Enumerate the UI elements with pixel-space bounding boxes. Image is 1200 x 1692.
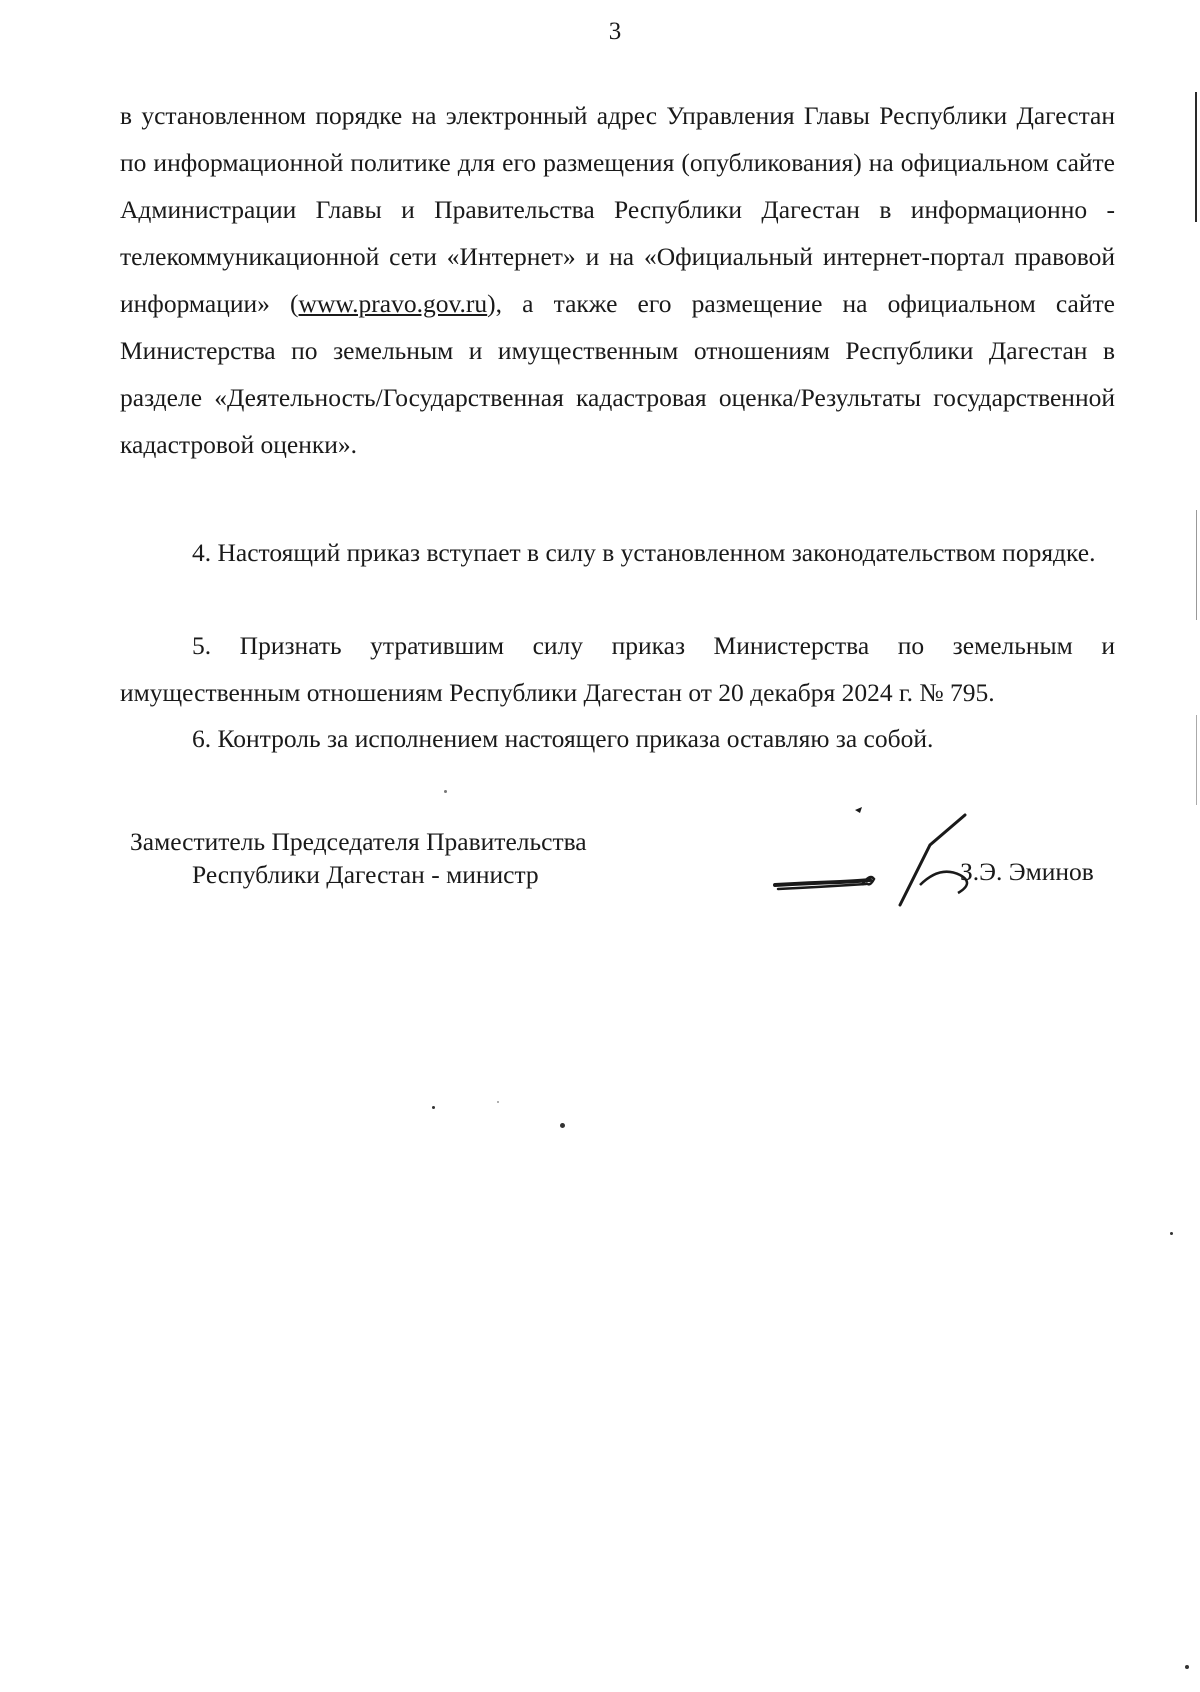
paragraph-continued-text-end: ), а также его размещение на официальном сайте Министерства по земельным и имущественным отношениям Республики Дагестан в разделе «Деятельность/Государственная кадастровая оценка/Результаты государственной кадастровой оценки». (120, 289, 1115, 459)
paragraph-4: 4. Настоящий приказ вступает в силу в установленном законодательством порядке. (192, 538, 1096, 567)
scan-edge-mark (1196, 510, 1197, 620)
scan-speck (560, 1123, 565, 1128)
scan-speck (1185, 1665, 1189, 1669)
paragraph-5: 5. Признать утратившим силу приказ Министерства по земельным и имущественным отношениям Республики Дагестан от 20 декабря 2024 г. № 795. (120, 631, 1115, 707)
scan-speck (444, 790, 447, 793)
signatory-title-line-1: Заместитель Председателя Правительства (130, 827, 587, 856)
signatory-title (130, 825, 587, 891)
pravo-link[interactable]: www.pravo.gov.ru (298, 289, 488, 318)
paragraph-6: 6. Контроль за исполнением настоящего приказа оставляю за собой. (192, 724, 934, 753)
scan-edge-mark (1195, 92, 1197, 222)
paragraph-continued-text-start: в установленном порядке на электронный адрес Управления Главы Республики Дагестан по информационной политике для его размещения (опубликования) на официальном сайте Администрации Главы и Правительства Республики Дагестан в информационно - телекоммуникационной сети «Интернет» и на «Официальный интернет-портал правовой информации» ( (120, 101, 1115, 318)
page-number: 3 (608, 18, 622, 45)
paragraph-continued (120, 92, 1115, 468)
scan-speck (1170, 1232, 1173, 1235)
signer-name: З.Э. Эминов (960, 857, 1094, 886)
signatory-title-line-2: Республики Дагестан - министр (192, 860, 539, 889)
scan-edge-mark (1196, 715, 1197, 805)
scan-speck (497, 1101, 499, 1103)
scan-speck (432, 1106, 435, 1109)
